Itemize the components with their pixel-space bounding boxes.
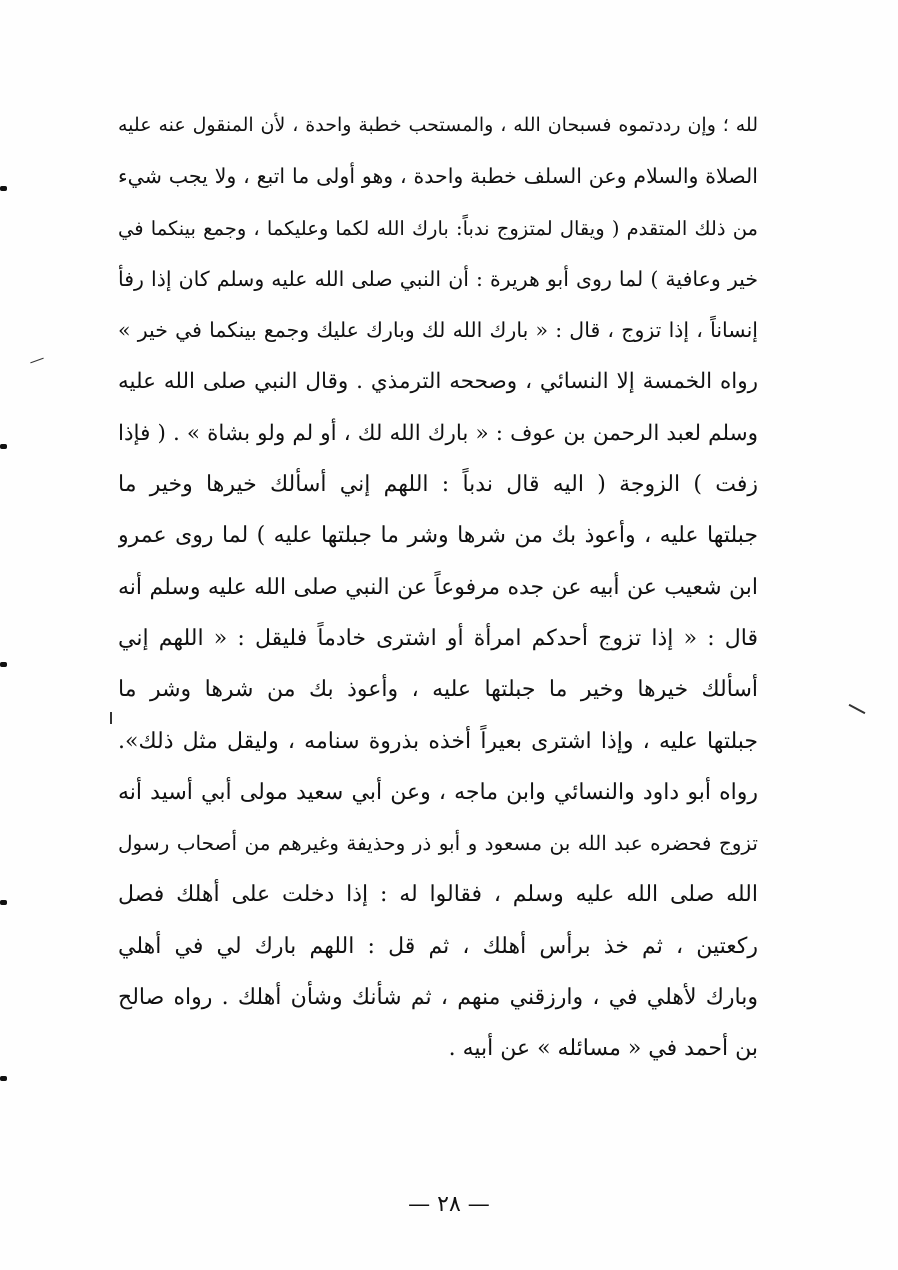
text-line: تزوج فحضره عبد الله بن مسعود و أبو ذر وحذيفة وغيرهم من أصحاب رسول (118, 831, 758, 856)
text-line: ركعتين ، ثم خذ برأس أهلك ، ثم قل : اللهم بارك لي في أهلي (118, 933, 758, 959)
text-line: بن أحمد في « مسائله » عن أبيه . (448, 1036, 758, 1062)
text-line: جبلتها عليه ، وإذا اشترى بعيراً أخذه بذروة سنامه ، وليقل مثل ذلك». (118, 728, 758, 754)
scan-edge-mark (0, 186, 7, 191)
text-line: الصلاة والسلام وعن السلف خطبة واحدة ، وهو أولى ما اتبع ، ولا يجب شيء (118, 164, 758, 189)
text-line: زفت ) الزوجة ( اليه قال ندباً : اللهم إني أسألك خيرها وخير ما (118, 472, 758, 498)
text-line: الله صلى الله عليه وسلم ، فقالوا له : إذا دخلت على أهلك فصل (118, 882, 758, 908)
scan-artifact (849, 704, 866, 714)
scan-artifact (110, 712, 112, 724)
body-text (118, 100, 758, 1075)
text-line: رواه أبو داود والنسائي وابن ماجه ، وعن أبي سعيد مولى أبي أسيد أنه (118, 779, 758, 805)
text-line: أسألك خيرها وخير ما جبلتها عليه ، وأعوذ بك من شرها وشر ما (118, 677, 758, 703)
page-number: — ٢٨ — (408, 1192, 490, 1217)
scan-artifact (30, 358, 43, 364)
text-line: جبلتها عليه ، وأعوذ بك من شرها وشر ما جبلتها عليه ) لما روى عمرو (118, 523, 758, 549)
text-line: ابن شعيب عن أبيه عن جده مرفوعاً عن النبي صلى الله عليه وسلم أنه (118, 574, 758, 600)
text-line: وبارك لأهلي في ، وارزقني منهم ، ثم شأنك وشأن أهلك . رواه صالح (118, 985, 758, 1011)
scan-edge-mark (0, 900, 7, 905)
text-line: رواه الخمسة إلا النسائي ، وصححه الترمذي . وقال النبي صلى الله عليه (118, 369, 758, 395)
text-line: خير وعافية ) لما روى أبو هريرة : أن النبي صلى الله عليه وسلم كان إذا رفأ (118, 266, 758, 291)
text-line: وسلم لعبد الرحمن بن عوف : « بارك الله لك ، أو لم ولو بشاة » . ( فإذا (118, 420, 758, 446)
scan-edge-mark (0, 444, 7, 449)
scan-edge-mark (0, 662, 7, 667)
text-line: لله ؛ وإن رددتموه فسبحان الله ، والمستحب خطبة واحدة ، لأن المنقول عنه عليه (118, 114, 758, 136)
scan-edge-mark (0, 1076, 7, 1081)
text-line: من ذلك المتقدم ( ويقال لمتزوج ندباً: بارك الله لكما وعليكما ، وجمع بينكما في (118, 216, 758, 240)
text-line: إنساناً ، إذا تزوج ، قال : « بارك الله لك وبارك عليك وجمع بينكما في خير » (118, 318, 758, 343)
text-line: قال : « إذا تزوج أحدكم امرأة أو اشترى خادماً فليقل : « اللهم إني (118, 625, 758, 651)
